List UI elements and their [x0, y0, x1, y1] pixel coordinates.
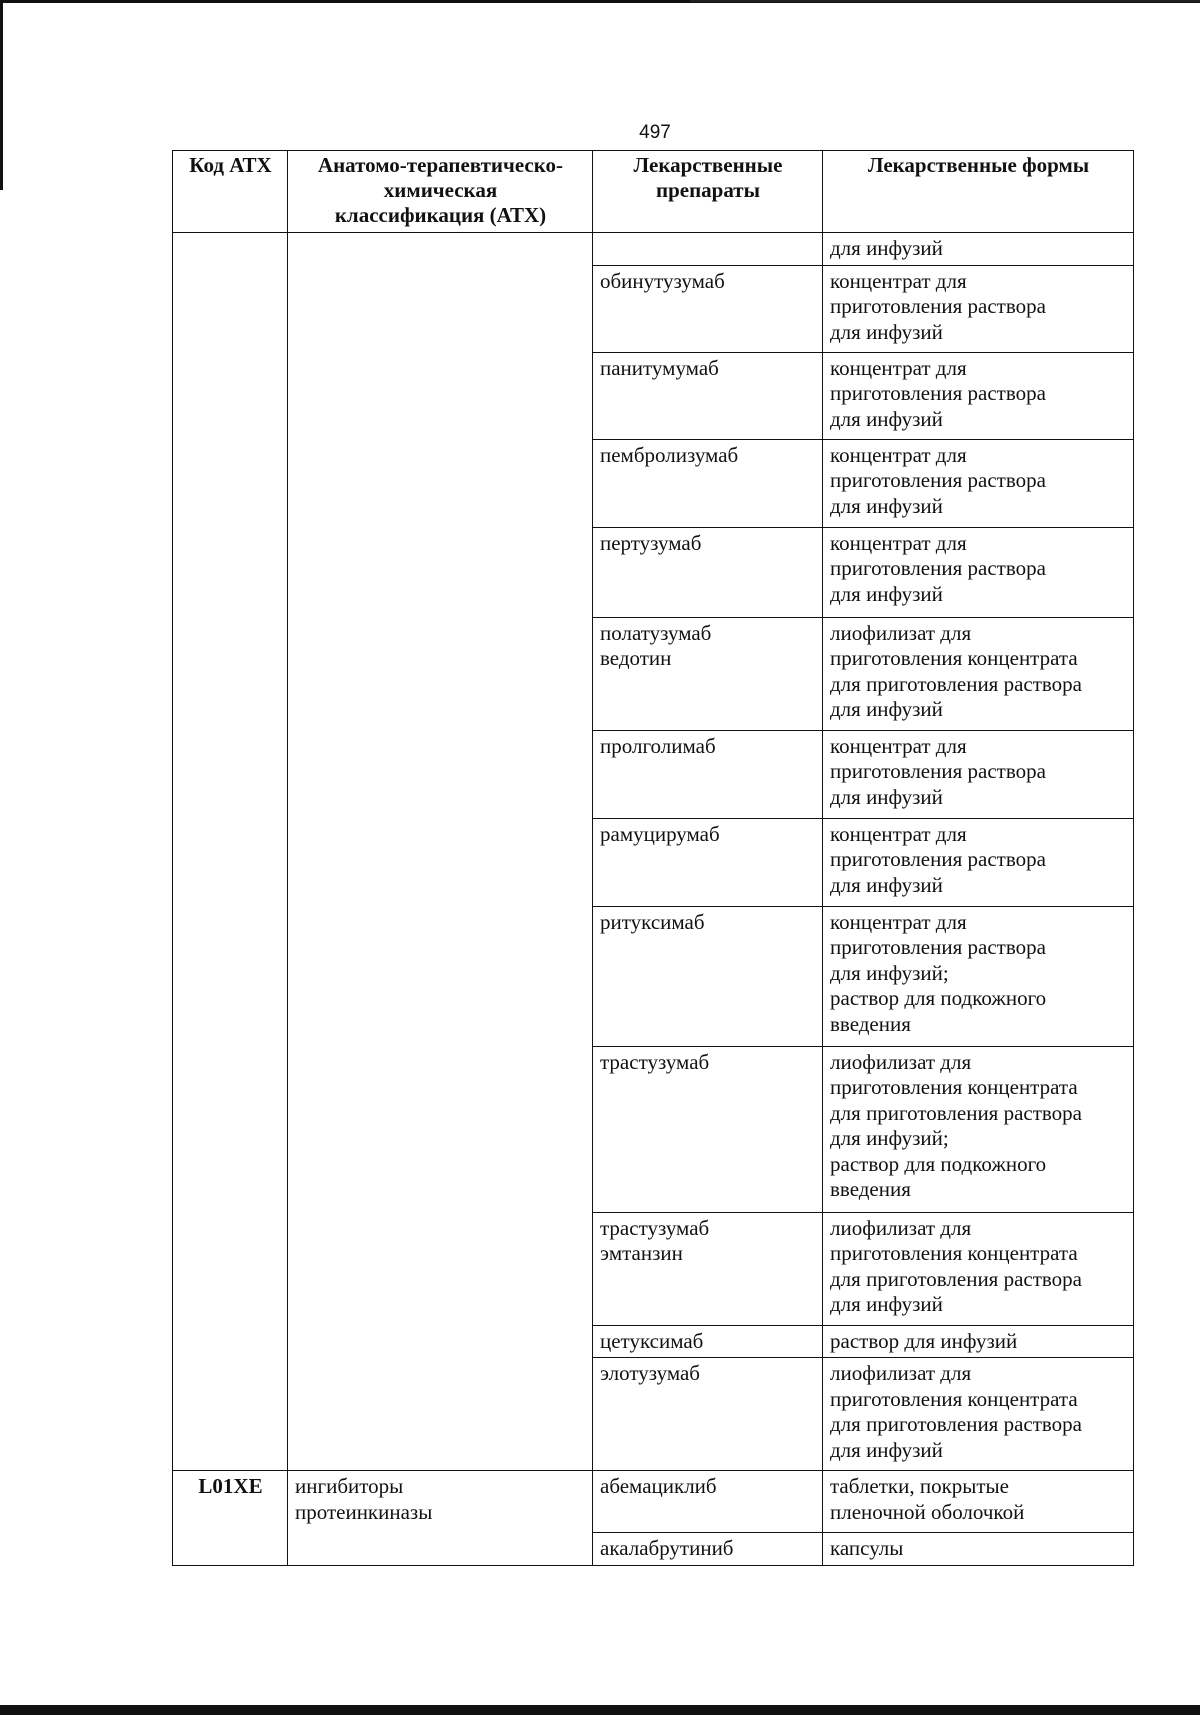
form-cell: лиофилизат для приготовления концентрата для приготовления раствора для инфузий — [823, 1212, 1134, 1325]
drug-cell: трастузумаб — [593, 1046, 823, 1212]
drug-cell: полатузумаб ведотин — [593, 617, 823, 730]
classification-cell-empty — [288, 233, 593, 1471]
scan-line-top — [690, 0, 1200, 2]
form-cell: концентрат для приготовления раствора для инфузий — [823, 439, 1134, 527]
drug-cell-empty — [593, 233, 823, 266]
drug-cell: абемациклиб — [593, 1471, 823, 1533]
header-preparations: Лекарственные препараты — [593, 151, 823, 233]
form-cell: концентрат для приготовления раствора для инфузий — [823, 265, 1134, 352]
form-cell: концентрат для приготовления раствора для инфузий — [823, 527, 1134, 617]
atc-code-cell: L01XE — [173, 1471, 288, 1566]
drug-cell: рамуцирумаб — [593, 818, 823, 906]
header-forms: Лекарственные формы — [823, 151, 1134, 233]
drug-cell: цетуксимаб — [593, 1325, 823, 1358]
form-cell: для инфузий — [823, 233, 1134, 266]
form-cell: концентрат для приготовления раствора для инфузий — [823, 352, 1134, 439]
form-cell: лиофилизат для приготовления концентрата для приготовления раствора для инфузий — [823, 1358, 1134, 1471]
form-cell: концентрат для приготовления раствора для инфузий — [823, 818, 1134, 906]
drug-cell: трастузумаб эмтанзин — [593, 1212, 823, 1325]
scan-edge-bottom — [0, 1705, 1200, 1715]
classification-cell: ингибиторы протеинкиназы — [288, 1471, 593, 1566]
table-row-continuation — [173, 233, 1134, 266]
drug-table — [172, 150, 1134, 1566]
drug-cell: элотузумаб — [593, 1358, 823, 1471]
form-cell: таблетки, покрытые пленочной оболочкой — [823, 1471, 1134, 1533]
page-number: 497 — [639, 122, 671, 143]
drug-cell: панитумумаб — [593, 352, 823, 439]
header-classification: Анатомо-терапевтическо- химическая классификация (АТХ) — [288, 151, 593, 233]
drug-cell: пертузумаб — [593, 527, 823, 617]
drug-cell: обинутузумаб — [593, 265, 823, 352]
form-cell: капсулы — [823, 1533, 1134, 1566]
drug-cell: ритуксимаб — [593, 906, 823, 1046]
form-cell: раствор для инфузий — [823, 1325, 1134, 1358]
form-cell: концентрат для приготовления раствора для инфузий; раствор для подкожного введения — [823, 906, 1134, 1046]
form-cell: лиофилизат для приготовления концентрата для приготовления раствора для инфузий; раствор для подкожного введения — [823, 1046, 1134, 1212]
drug-cell: пембролизумаб — [593, 439, 823, 527]
header-row — [173, 151, 1134, 233]
form-cell: концентрат для приготовления раствора для инфузий — [823, 730, 1134, 818]
drug-cell: акалабрутиниб — [593, 1533, 823, 1566]
form-cell: лиофилизат для приготовления концентрата для приготовления раствора для инфузий — [823, 617, 1134, 730]
code-cell-empty — [173, 233, 288, 1471]
drug-cell: пролголимаб — [593, 730, 823, 818]
header-code: Код АТХ — [173, 151, 288, 233]
table-row — [173, 1471, 1134, 1533]
scan-edge-left — [0, 0, 3, 190]
